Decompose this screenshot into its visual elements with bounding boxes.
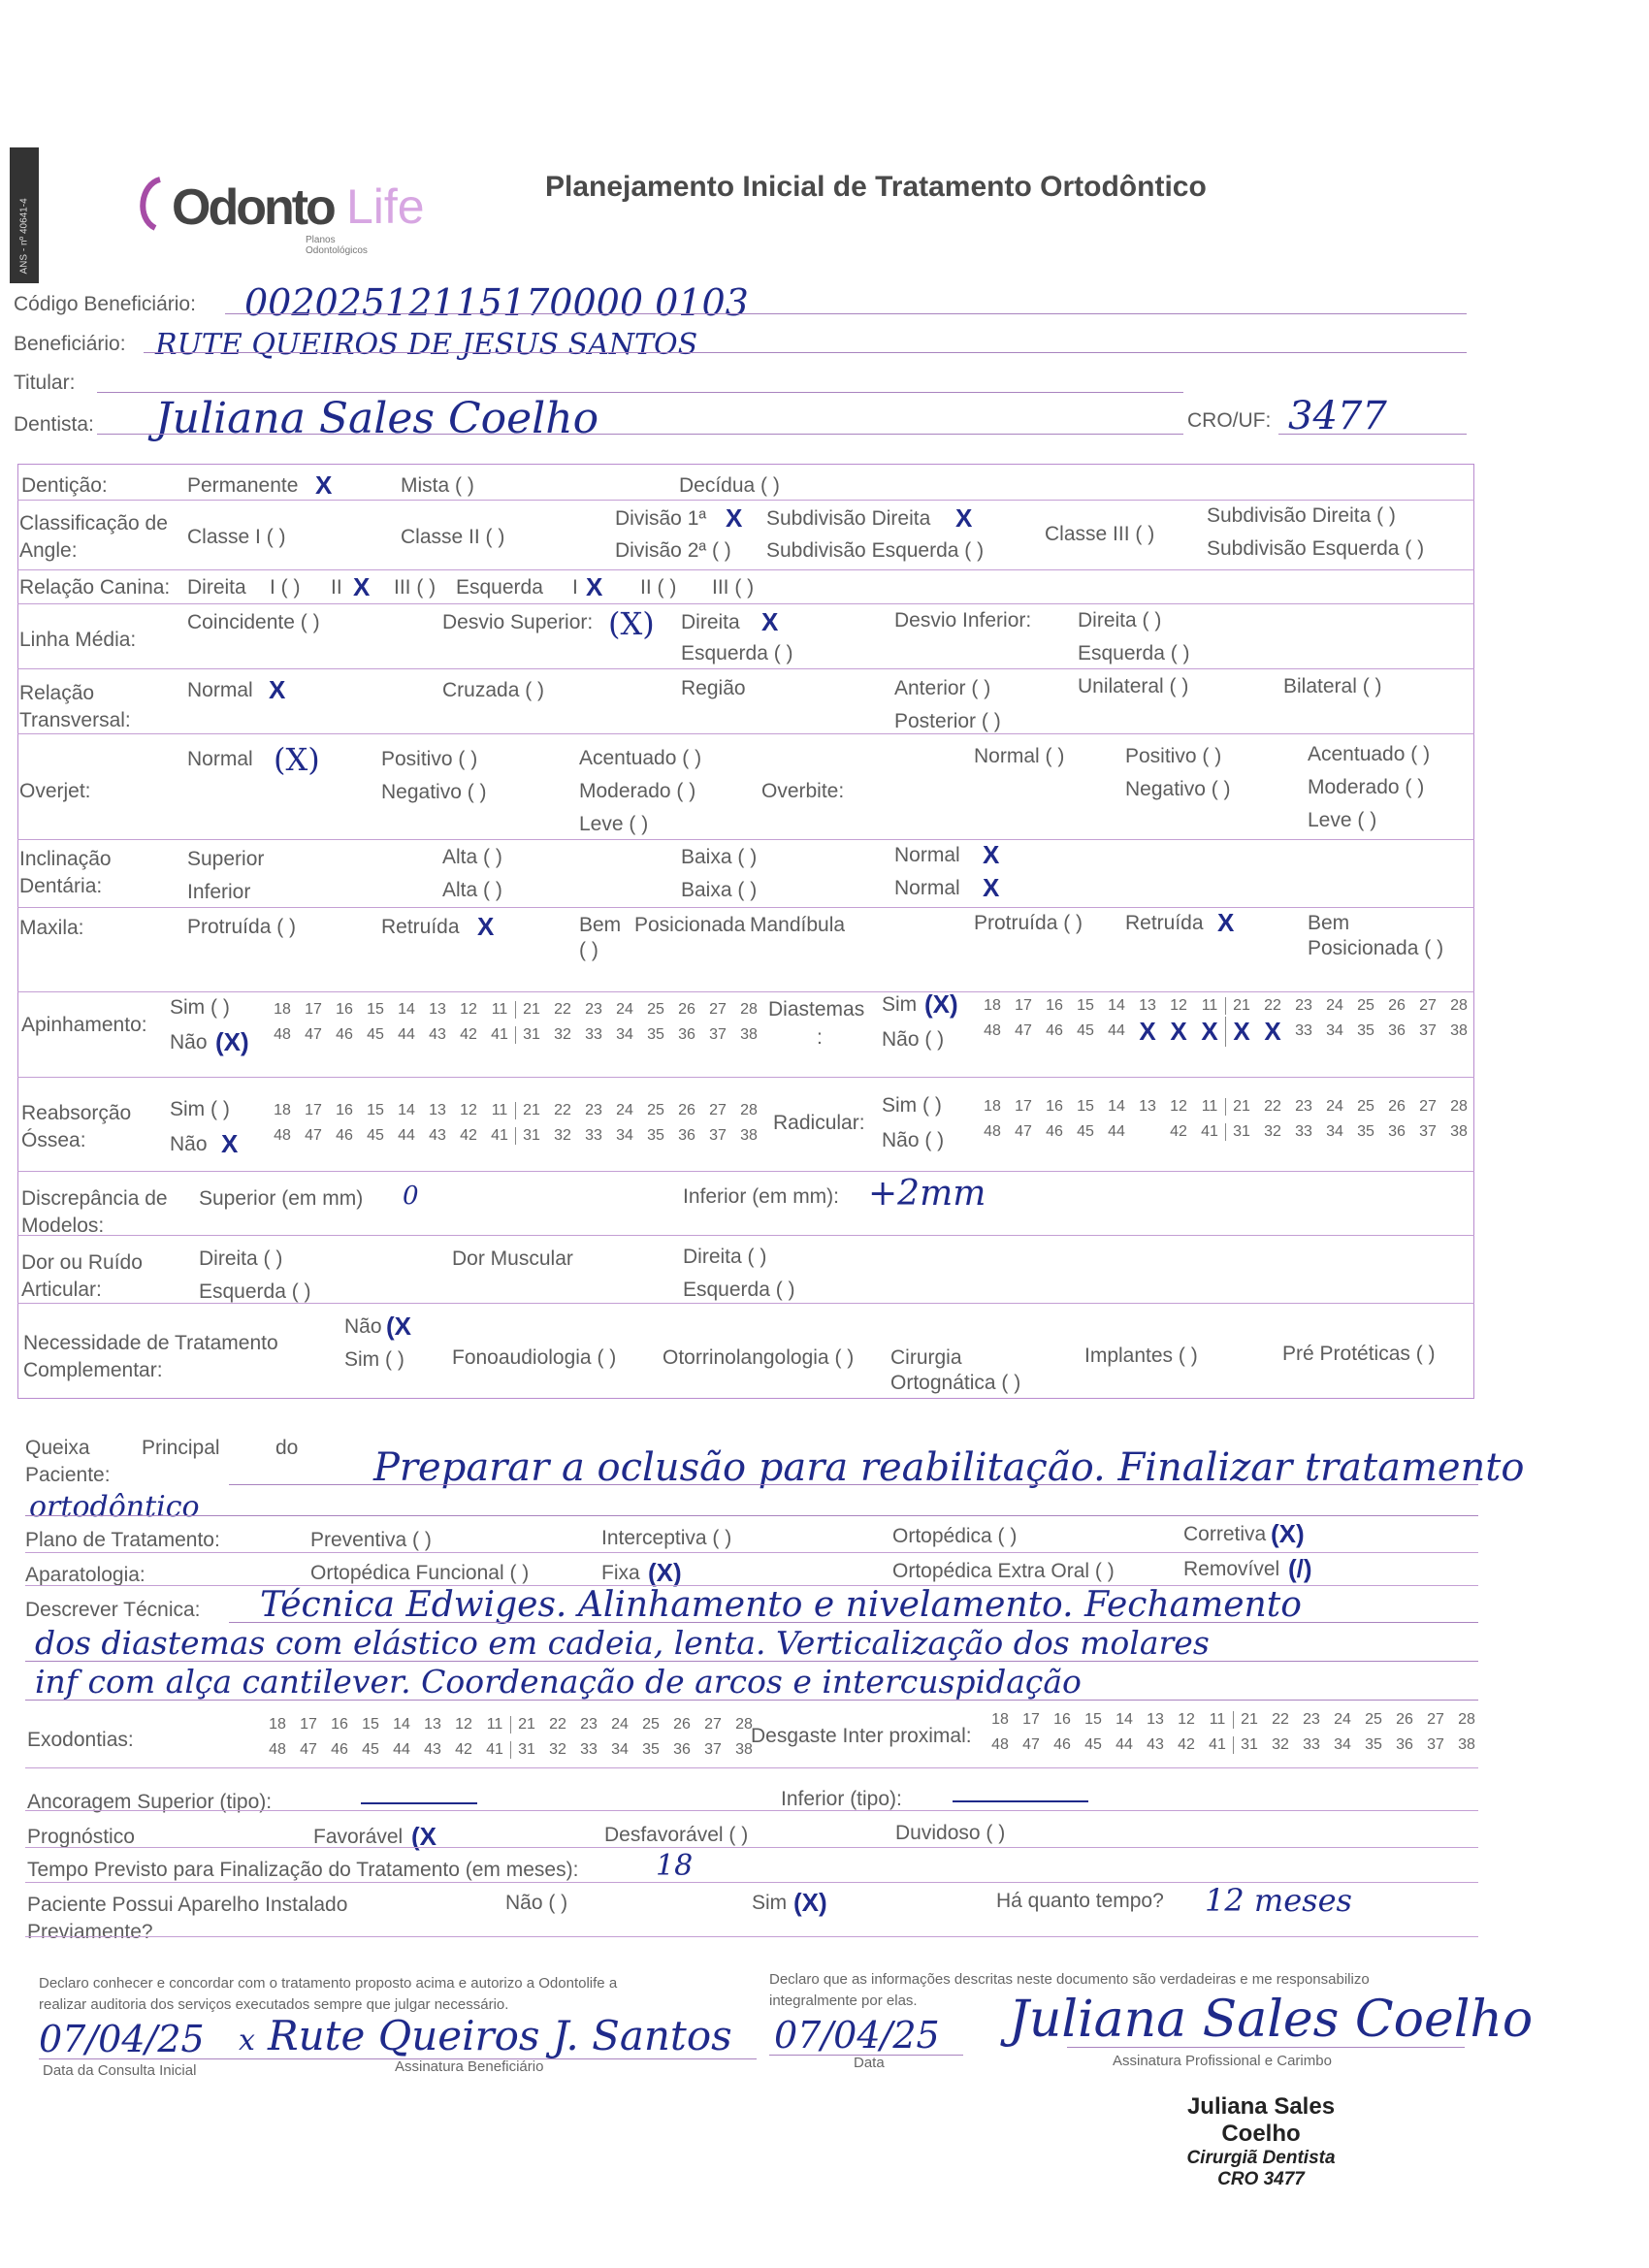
ancoragem-label: Ancoragem Superior (tipo): (27, 1791, 273, 1813)
transversal-label-2: Transversal: (19, 709, 131, 731)
tooth-17: 17 (305, 1001, 322, 1018)
complementar-implantes[interactable]: Implantes ( ) (1084, 1345, 1198, 1367)
data-label: Data (854, 2055, 885, 2071)
inclinacao-sup-alta[interactable]: Alta ( ) (442, 846, 502, 868)
dentista-label: Dentista: (14, 413, 94, 436)
plano-corretiva[interactable]: Corretiva (1183, 1523, 1267, 1545)
inclinacao-sup-normal-check[interactable]: X (983, 840, 1000, 869)
assinatura-profissional-label: Assinatura Profissional e Carimbo (1113, 2053, 1332, 2069)
apinhamento-sim[interactable]: Sim ( ) (170, 996, 230, 1019)
reabsorcao-nao[interactable]: Não (170, 1133, 208, 1155)
exodontias-teeth[interactable]: 18 17 16 15 14 13 12 11 21 22 23 24 25 26 27 28 48 47 46 45 44 43 42 41 31 32 33 34 35 36 37 38 (269, 1716, 753, 1758)
discrepancia-superior: Superior (em mm) (199, 1187, 364, 1210)
exodontias-label: Exodontias: (27, 1729, 134, 1751)
aparelho-quanto-value[interactable]: 12 meses (1205, 1882, 1352, 1919)
dor-muscular: Dor Muscular (452, 1247, 573, 1270)
tooth-23: 23 (585, 1001, 602, 1018)
complementar-pre[interactable]: Pré Protéticas ( ) (1282, 1343, 1436, 1365)
maxila-protruida[interactable]: Protruída ( ) (187, 916, 297, 938)
angle-sub-dir[interactable]: Subdivisão Direita (766, 507, 931, 530)
complementar-nao[interactable]: Não (344, 1315, 382, 1338)
inclinacao-inf-alta[interactable]: Alta ( ) (442, 879, 502, 901)
tecnica-value-3[interactable]: inf com alça cantilever. Coordenação de arcos e intercuspidação (35, 1663, 1082, 1701)
page-title: Planejamento Inicial de Tratamento Ortodôntico (545, 171, 1207, 203)
radicular-label: Radicular: (773, 1112, 865, 1134)
complementar-label-2: Complementar: (23, 1359, 163, 1381)
tooth-12: 12 (460, 1001, 477, 1018)
tooth-16: 16 (336, 1001, 353, 1018)
linha-esquerda[interactable]: Esquerda ( ) (681, 642, 793, 664)
diastemas-sim[interactable]: Sim (882, 993, 918, 1016)
diastema-mark-32: X (1264, 1016, 1281, 1046)
inclinacao-superior: Superior (187, 848, 265, 870)
overjet-leve[interactable]: Leve ( ) (579, 813, 649, 835)
canina-ii[interactable]: II (331, 576, 342, 599)
linha-desvio-sup-mark[interactable]: (X) (608, 605, 655, 642)
complementar-cirurgia-1[interactable]: Cirurgia (890, 1346, 962, 1369)
tooth-46: 46 (336, 1026, 353, 1043)
aparelho-label-1: Paciente Possui Aparelho Instalado (27, 1894, 348, 1916)
linha-desvio-inf: Desvio Inferior: (894, 609, 1032, 632)
inclinacao-sup-normal[interactable]: Normal (894, 844, 960, 866)
aparatologia-fixa[interactable]: Fixa (601, 1562, 640, 1584)
transversal-normal[interactable]: Normal (187, 679, 253, 701)
diastemas-colon: : (817, 1026, 823, 1049)
aparatologia-label: Aparatologia: (25, 1564, 146, 1586)
inclinacao-inf-normal-check[interactable]: X (983, 873, 1000, 902)
assinatura-beneficiario-label: Assinatura Beneficiário (395, 2058, 544, 2075)
maxila-retruida-check[interactable]: X (477, 912, 495, 941)
apinhamento-teeth[interactable] (267, 997, 764, 1048)
linha-direita-check[interactable]: X (761, 607, 779, 636)
tooth-32: 32 (554, 1026, 571, 1043)
data-value[interactable]: 07/04/25 (774, 2014, 940, 2057)
transversal-posterior[interactable]: Posterior ( ) (894, 710, 1001, 732)
tecnica-label: Descrever Técnica: (25, 1599, 201, 1621)
overbite-leve[interactable]: Leve ( ) (1308, 809, 1377, 831)
desgaste-teeth[interactable]: 18 17 16 15 14 13 12 11 21 22 23 24 25 26 27 28 48 47 46 45 44 43 42 41 31 32 33 34 35 36 37 38 (991, 1711, 1475, 1753)
angle-classe1[interactable]: Classe I ( ) (187, 526, 286, 548)
inclinacao-inf-baixa[interactable]: Baixa ( ) (681, 879, 758, 901)
declaracao-1a: Declaro conhecer e concordar com o tratamento proposto acima e autorizo a Odontolife a (39, 1975, 618, 1992)
tooth-22: 22 (554, 1001, 571, 1018)
aparatologia-fixa-check[interactable]: (X) (648, 1558, 682, 1587)
mandibula-bem[interactable]: Bem (1308, 912, 1350, 934)
overbite-negativo[interactable]: Negativo ( ) (1125, 778, 1231, 800)
tooth-47: 47 (305, 1026, 322, 1043)
angle-label-1: Classificação de (19, 512, 168, 535)
diastemas-teeth[interactable]: 18 17 16 15 14 13 12 11 21 22 23 24 25 26 27 28 48 47 46 45 44 X X X X X 33 34 35 36 37 38 (984, 997, 1468, 1046)
mandibula-retruida[interactable]: Retruída (1125, 912, 1204, 934)
angle-classe2[interactable]: Classe II ( ) (401, 526, 505, 548)
transversal-label-1: Relação (19, 682, 95, 704)
assinatura-profissional[interactable]: Juliana Sales Coelho (1009, 1991, 1534, 2049)
tooth-11: 11 (491, 1001, 508, 1018)
linha-direita[interactable]: Direita (681, 611, 740, 633)
transversal-bilateral[interactable]: Bilateral ( ) (1283, 675, 1382, 697)
overjet-label: Overjet: (19, 780, 91, 802)
codigo-label: Código Beneficiário: (14, 293, 196, 315)
inclinacao-label-1: Inclinação (19, 848, 112, 870)
stamp-title: Cirurgiã Dentista (1186, 2148, 1336, 2168)
reabsorcao-nao-check[interactable]: X (221, 1129, 239, 1158)
prognostico-label: Prognóstico (27, 1826, 135, 1848)
queixa-label-2: Principal (142, 1437, 220, 1459)
x-mark: x (239, 2024, 255, 2057)
tooth-41: 41 (491, 1026, 508, 1043)
inclinacao-inferior: Inferior (187, 881, 251, 903)
queixa-value-2[interactable]: ortodôntico (29, 1490, 200, 1524)
tooth-25: 25 (647, 1001, 664, 1018)
radicular-sim[interactable]: Sim ( ) (882, 1094, 942, 1117)
mandibula-retruida-check[interactable]: X (1217, 908, 1235, 937)
canina-ii-check[interactable]: X (353, 572, 371, 601)
maxila-bem-box[interactable]: ( ) (579, 939, 598, 961)
inferior-tipo-label: Inferior (tipo): (781, 1788, 902, 1810)
aparelho-sim-check[interactable]: (X) (793, 1888, 827, 1917)
overbite-positivo[interactable]: Positivo ( ) (1125, 745, 1222, 767)
maxila-posicionada: Posicionada (634, 914, 746, 936)
tooth-21: 21 (515, 1001, 547, 1019)
diastemas-nao[interactable]: Não ( ) (882, 1028, 945, 1051)
linha-desvio-sup: Desvio Superior: (442, 611, 594, 633)
dor-direita2[interactable]: Direita ( ) (683, 1246, 767, 1268)
aparatologia-ortextra[interactable]: Ortopédica Extra Oral ( ) (892, 1560, 1115, 1582)
prognostico-favoravel[interactable]: Favorável (313, 1826, 404, 1848)
cro-value: 3477 (1288, 394, 1387, 438)
overbite-moderado[interactable]: Moderado ( ) (1308, 776, 1425, 798)
linha-esquerda2[interactable]: Esquerda ( ) (1078, 642, 1190, 664)
complementar-label-1: Necessidade de Tratamento (23, 1332, 278, 1354)
tooth-48: 48 (274, 1026, 291, 1043)
diastema-mark-43: X (1139, 1016, 1156, 1046)
overjet-normal[interactable]: Normal (187, 748, 253, 770)
angle-sub-esq[interactable]: Subdivisão Esquerda ( ) (766, 539, 985, 562)
mandibula-label: Mandíbula (750, 914, 846, 936)
diastemas-label: Diastemas (768, 998, 865, 1021)
overjet-acentuado[interactable]: Acentuado ( ) (579, 747, 702, 769)
queixa-label-4: Paciente: (25, 1464, 111, 1486)
data-consulta-value[interactable]: 07/04/25 (39, 2018, 205, 2060)
stamp-cro: CRO 3477 (1217, 2169, 1305, 2189)
logo-main: Odonto (172, 179, 334, 236)
transversal-unilateral[interactable]: Unilateral ( ) (1078, 675, 1189, 697)
side-code: ANS - nº 40641-4 (18, 198, 30, 275)
canina-ii2[interactable]: II ( ) (640, 576, 677, 599)
tooth-43: 43 (429, 1026, 446, 1043)
titular-label: Titular: (14, 372, 76, 394)
apinhamento-nao-check[interactable]: (X) (215, 1027, 249, 1056)
dor-label-1: Dor ou Ruído (21, 1251, 143, 1274)
prognostico-favoravel-check[interactable]: (X (411, 1822, 436, 1851)
tooth-33: 33 (585, 1026, 602, 1043)
reabsorcao-sim[interactable]: Sim ( ) (170, 1098, 230, 1120)
tooth-24: 24 (616, 1001, 633, 1018)
canina-direita: Direita (187, 576, 246, 599)
overjet-negativo[interactable]: Negativo ( ) (381, 781, 487, 803)
apinhamento-label: Apinhamento: (21, 1014, 147, 1036)
codigo-value: 00202512115170000 0103 (244, 281, 749, 324)
dentista-signature: Juliana Sales Coelho (155, 394, 599, 443)
complementar-sim[interactable]: Sim ( ) (344, 1348, 404, 1371)
queixa-label-3: do (275, 1437, 299, 1459)
prognostico-desfavoravel[interactable]: Desfavorável ( ) (604, 1824, 749, 1846)
queixa-label-1: Queixa (25, 1437, 90, 1459)
tooth-14: 14 (398, 1001, 415, 1018)
plano-interceptiva[interactable]: Interceptiva ( ) (601, 1527, 732, 1549)
tooth-37: 37 (709, 1026, 727, 1043)
angle-div2[interactable]: Divisão 2ª ( ) (615, 539, 731, 562)
complementar-nao-check[interactable]: (X (386, 1312, 411, 1341)
overjet-positivo[interactable]: Positivo ( ) (381, 748, 478, 770)
aparatologia-ortfunc[interactable]: Ortopédica Funcional ( ) (310, 1562, 530, 1584)
logo-life: Life (346, 179, 425, 234)
reabsorcao-label-1: Reabsorção (21, 1102, 132, 1124)
tooth-28: 28 (740, 1001, 758, 1018)
angle-label-2: Angle: (19, 539, 78, 562)
tecnica-value-2[interactable]: dos diastemas com elástico em cadeia, lenta. Verticalização dos molares (35, 1624, 1210, 1662)
maxila-retruida[interactable]: Retruída (381, 916, 460, 938)
discrepancia-inferior: Inferior (em mm): (683, 1185, 840, 1208)
inferior-tipo-dash[interactable] (953, 1800, 1088, 1802)
linha-coincidente[interactable]: Coincidente ( ) (187, 611, 320, 633)
aparelho-sim[interactable]: Sim (752, 1892, 788, 1914)
canina-i[interactable]: I ( ) (270, 576, 301, 599)
declaracao-1b: realizar auditoria dos serviços executados sempre que julgar necessário. (39, 1996, 509, 2013)
side-code-strip (10, 147, 39, 283)
reabsorcao-teeth[interactable]: 18 17 16 15 14 13 12 11 21 22 23 24 25 26 27 28 48 47 46 45 44 43 42 41 31 32 33 34 35 36 37 38 (274, 1102, 758, 1144)
declaracao-2b: integralmente por elas. (769, 1993, 918, 2009)
desgaste-label: Desgaste Inter proximal: (751, 1725, 972, 1747)
tooth-35: 35 (647, 1026, 664, 1043)
beneficiario-value: RUTE QUEIROS DE JESUS SANTOS (155, 328, 698, 362)
tempo-label: Tempo Previsto para Finalização do Tratamento (em meses): (27, 1859, 579, 1881)
angle-classe3[interactable]: Classe III ( ) (1045, 523, 1155, 545)
plano-label: Plano de Tratamento: (25, 1529, 220, 1551)
stamp-name: Juliana Sales Coelho (1186, 2093, 1336, 2147)
aparatologia-removivel[interactable]: Removível (1183, 1558, 1280, 1580)
discrepancia-label-1: Discrepância de (21, 1187, 168, 1210)
tooth-15: 15 (367, 1001, 384, 1018)
denticao-permanente[interactable]: Permanente (187, 474, 299, 497)
tooth-18: 18 (274, 1001, 291, 1018)
radicular-nao[interactable]: Não ( ) (882, 1129, 945, 1151)
tooth-42: 42 (460, 1026, 477, 1043)
declaracao-2a: Declaro que as informações descritas neste documento são verdadeiras e me responsabilizo (769, 1971, 1370, 1988)
angle-sub-esq3[interactable]: Subdivisão Esquerda ( ) (1207, 537, 1425, 560)
diastema-mark-42: X (1170, 1016, 1187, 1046)
prognostico-duvidoso[interactable]: Duvidoso ( ) (895, 1822, 1006, 1844)
mandibula-posicionada[interactable]: Posicionada ( ) (1308, 937, 1444, 959)
denticao-permanente-check[interactable]: X (315, 470, 333, 500)
reabsorcao-label-2: Óssea: (21, 1129, 86, 1151)
dor-esquerda2[interactable]: Esquerda ( ) (683, 1279, 795, 1301)
transversal-cruzada[interactable]: Cruzada ( ) (442, 679, 545, 701)
logo-sub: Planos Odontológicos (306, 235, 368, 256)
tooth-34: 34 (616, 1026, 633, 1043)
beneficiario-label: Beneficiário: (14, 333, 126, 355)
canina-i2-check[interactable]: X (586, 572, 603, 601)
queixa-value-1[interactable]: Preparar a oclusão para reabilitação. Finalizar tratamento (373, 1445, 1525, 1490)
linha-direita2[interactable]: Direita ( ) (1078, 609, 1162, 632)
canina-label: Relação Canina: (19, 576, 171, 599)
dor-direita[interactable]: Direita ( ) (199, 1247, 283, 1270)
denticao-mista[interactable]: Mista ( ) (401, 474, 474, 497)
plano-corretiva-check[interactable]: (X) (1271, 1519, 1305, 1548)
assinatura-beneficiario[interactable]: Rute Queiros J. Santos (268, 2012, 732, 2059)
overjet-normal-mark[interactable]: (X) (274, 741, 320, 778)
discrepancia-superior-value[interactable]: 0 (403, 1182, 419, 1211)
tooth-36: 36 (678, 1026, 695, 1043)
denticao-label: Dentição: (21, 474, 108, 497)
tooth-13: 13 (429, 1001, 446, 1018)
apinhamento-nao[interactable]: Não (170, 1031, 208, 1053)
tooth-44: 44 (398, 1026, 415, 1043)
discrepancia-label-2: Modelos: (21, 1215, 105, 1237)
maxila-label: Maxila: (19, 917, 84, 939)
overbite-label: Overbite: (761, 780, 845, 802)
aparatologia-removivel-mark[interactable]: (/) (1288, 1554, 1312, 1583)
dor-esquerda[interactable]: Esquerda ( ) (199, 1280, 311, 1303)
aparelho-nao[interactable]: Não ( ) (505, 1892, 568, 1914)
canina-iii2[interactable]: III ( ) (712, 576, 755, 599)
complementar-otorrino[interactable]: Otorrinolangologia ( ) (663, 1346, 855, 1369)
overbite-normal[interactable]: Normal ( ) (974, 745, 1065, 767)
inclinacao-inf-normal[interactable]: Normal (894, 877, 960, 899)
overbite-acentuado[interactable]: Acentuado ( ) (1308, 743, 1431, 765)
tooth-45: 45 (367, 1026, 384, 1043)
transversal-regiao: Região (681, 677, 746, 699)
plano-preventiva[interactable]: Preventiva ( ) (310, 1529, 432, 1551)
tooth-31: 31 (515, 1026, 547, 1044)
aparelho-label-2: Previamente? (27, 1921, 153, 1943)
diastema-mark-41: X (1201, 1016, 1218, 1046)
denticao-decidua[interactable]: Decídua ( ) (679, 474, 780, 497)
linha-label: Linha Média: (19, 629, 137, 651)
discrepancia-inferior-value[interactable]: +2mm (868, 1174, 986, 1214)
tooth-27: 27 (709, 1001, 727, 1018)
professional-stamp (1145, 2093, 1377, 2190)
ancoragem-dash[interactable] (361, 1802, 477, 1804)
plano-ortopedica[interactable]: Ortopédica ( ) (892, 1525, 1018, 1547)
radicular-teeth[interactable]: 18 17 16 15 14 13 12 11 21 22 23 24 25 26 27 28 48 47 46 45 44 42 41 31 32 33 34 35 36 37 38 (984, 1098, 1468, 1140)
diastema-mark-31: X (1225, 1017, 1257, 1047)
cro-label: CRO/UF: (1187, 409, 1272, 432)
mandibula-protruida[interactable]: Protruída ( ) (974, 912, 1083, 934)
tempo-value[interactable]: 18 (656, 1849, 694, 1883)
transversal-anterior[interactable]: Anterior ( ) (894, 677, 991, 699)
diastemas-sim-check[interactable]: (X) (924, 989, 958, 1019)
angle-sub-dir3[interactable]: Subdivisão Direita ( ) (1207, 504, 1396, 527)
complementar-cirurgia-2[interactable]: Ortognática ( ) (890, 1372, 1021, 1394)
complementar-fono[interactable]: Fonoaudiologia ( ) (452, 1346, 617, 1369)
aparelho-quanto: Há quanto tempo? (996, 1890, 1164, 1912)
canina-esquerda: Esquerda (456, 576, 543, 599)
inclinacao-sup-baixa[interactable]: Baixa ( ) (681, 846, 758, 868)
tooth-38: 38 (740, 1026, 758, 1043)
data-consulta-label: Data da Consulta Inicial (43, 2062, 197, 2079)
dor-label-2: Articular: (21, 1279, 102, 1301)
angle-sub-dir-check[interactable]: X (955, 503, 973, 533)
angle-div1-check[interactable]: X (726, 503, 743, 533)
maxila-bem[interactable]: Bem (579, 914, 622, 936)
overjet-moderado[interactable]: Moderado ( ) (579, 780, 696, 802)
transversal-normal-check[interactable]: X (269, 675, 286, 704)
tecnica-value-1[interactable]: Técnica Edwiges. Alinhamento e nivelamento. Fechamento (260, 1585, 1302, 1625)
tooth-26: 26 (678, 1001, 695, 1018)
inclinacao-label-2: Dentária: (19, 875, 103, 897)
canina-i2[interactable]: I (572, 576, 578, 599)
angle-div1[interactable]: Divisão 1ª (615, 507, 707, 530)
canina-iii[interactable]: III ( ) (394, 576, 436, 599)
